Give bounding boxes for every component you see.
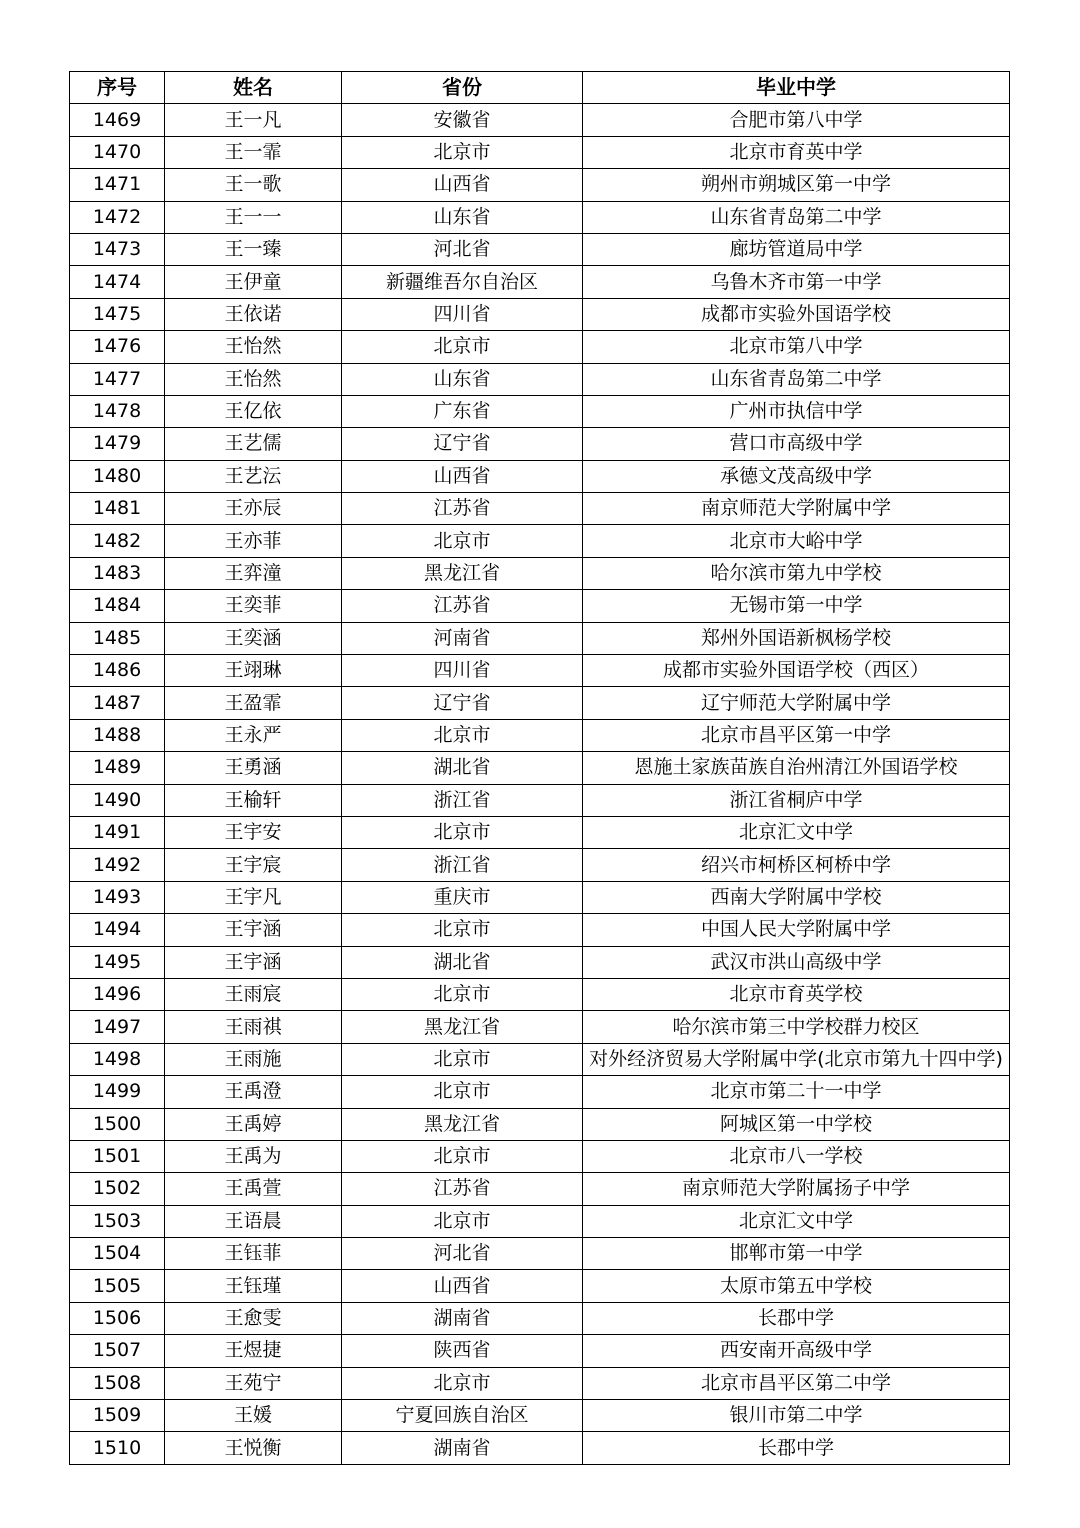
- cell-index: 1498: [70, 1043, 165, 1075]
- table-body: [70, 104, 1010, 1464]
- cell-school: 武汉市洪山高级中学: [583, 946, 1010, 978]
- cell-name: 王依诺: [165, 298, 342, 330]
- cell-index: 1485: [70, 622, 165, 654]
- cell-name: 王艺沄: [165, 460, 342, 492]
- cell-index: 1479: [70, 428, 165, 460]
- table-row: [70, 525, 1010, 557]
- cell-province: 江苏省: [342, 590, 583, 622]
- cell-name: 王一凡: [165, 104, 342, 136]
- table-row: [70, 201, 1010, 233]
- table-row: [70, 719, 1010, 751]
- cell-name: 王宇涵: [165, 914, 342, 946]
- cell-name: 王奕菲: [165, 590, 342, 622]
- header-school: 毕业中学: [583, 72, 1010, 104]
- cell-name: 王勇涵: [165, 752, 342, 784]
- cell-index: 1502: [70, 1173, 165, 1205]
- cell-name: 王弈潼: [165, 557, 342, 589]
- cell-name: 王怡然: [165, 331, 342, 363]
- cell-province: 广东省: [342, 395, 583, 427]
- cell-school: 北京市育英中学: [583, 136, 1010, 168]
- cell-index: 1500: [70, 1108, 165, 1140]
- table-row: [70, 1043, 1010, 1075]
- cell-province: 浙江省: [342, 784, 583, 816]
- table-row: [70, 104, 1010, 136]
- cell-index: 1503: [70, 1205, 165, 1237]
- cell-index: 1491: [70, 816, 165, 848]
- cell-school: 北京市昌平区第二中学: [583, 1367, 1010, 1399]
- cell-school: 西南大学附属中学校: [583, 881, 1010, 913]
- cell-school: 浙江省桐庐中学: [583, 784, 1010, 816]
- cell-name: 王永严: [165, 719, 342, 751]
- cell-name: 王榆轩: [165, 784, 342, 816]
- cell-name: 王一臻: [165, 233, 342, 265]
- cell-name: 王亿依: [165, 395, 342, 427]
- table-row: [70, 1173, 1010, 1205]
- table-row: [70, 881, 1010, 913]
- cell-index: 1478: [70, 395, 165, 427]
- cell-province: 湖北省: [342, 946, 583, 978]
- cell-index: 1507: [70, 1335, 165, 1367]
- cell-name: 王亦辰: [165, 493, 342, 525]
- cell-name: 王宇涵: [165, 946, 342, 978]
- cell-province: 山西省: [342, 169, 583, 201]
- table-row: [70, 622, 1010, 654]
- table-row: [70, 590, 1010, 622]
- cell-school: 成都市实验外国语学校（西区）: [583, 655, 1010, 687]
- cell-school: 中国人民大学附属中学: [583, 914, 1010, 946]
- table-row: [70, 655, 1010, 687]
- header-name: 姓名: [165, 72, 342, 104]
- cell-school: 郑州外国语新枫杨学校: [583, 622, 1010, 654]
- cell-name: 王艺儒: [165, 428, 342, 460]
- cell-index: 1489: [70, 752, 165, 784]
- cell-name: 王禹婷: [165, 1108, 342, 1140]
- cell-school: 无锡市第一中学: [583, 590, 1010, 622]
- cell-school: 绍兴市柯桥区柯桥中学: [583, 849, 1010, 881]
- table-row: [70, 1335, 1010, 1367]
- cell-province: 浙江省: [342, 849, 583, 881]
- cell-province: 河北省: [342, 1238, 583, 1270]
- header-row: [70, 72, 1010, 104]
- student-table: [69, 71, 1010, 1465]
- cell-province: 北京市: [342, 525, 583, 557]
- cell-province: 山东省: [342, 201, 583, 233]
- cell-index: 1488: [70, 719, 165, 751]
- table-row: [70, 1302, 1010, 1334]
- cell-name: 王伊童: [165, 266, 342, 298]
- table-row: [70, 169, 1010, 201]
- cell-name: 王禹为: [165, 1140, 342, 1172]
- cell-province: 江苏省: [342, 1173, 583, 1205]
- cell-province: 北京市: [342, 136, 583, 168]
- cell-school: 哈尔滨市第三中学校群力校区: [583, 1011, 1010, 1043]
- cell-school: 西安南开高级中学: [583, 1335, 1010, 1367]
- cell-school: 朔州市朔城区第一中学: [583, 169, 1010, 201]
- cell-province: 河南省: [342, 622, 583, 654]
- cell-school: 南京师范大学附属扬子中学: [583, 1173, 1010, 1205]
- cell-index: 1486: [70, 655, 165, 687]
- cell-name: 王钰菲: [165, 1238, 342, 1270]
- cell-index: 1482: [70, 525, 165, 557]
- cell-school: 长郡中学: [583, 1302, 1010, 1334]
- cell-school: 辽宁师范大学附属中学: [583, 687, 1010, 719]
- cell-province: 辽宁省: [342, 687, 583, 719]
- table-row: [70, 784, 1010, 816]
- cell-school: 北京市八一学校: [583, 1140, 1010, 1172]
- cell-index: 1483: [70, 557, 165, 589]
- table-row: [70, 1238, 1010, 1270]
- cell-index: 1470: [70, 136, 165, 168]
- cell-index: 1505: [70, 1270, 165, 1302]
- cell-name: 王盈霏: [165, 687, 342, 719]
- cell-province: 宁夏回族自治区: [342, 1400, 583, 1432]
- cell-name: 王宇安: [165, 816, 342, 848]
- cell-school: 邯郸市第一中学: [583, 1238, 1010, 1270]
- cell-index: 1481: [70, 493, 165, 525]
- cell-name: 王翊琳: [165, 655, 342, 687]
- cell-province: 重庆市: [342, 881, 583, 913]
- cell-name: 王雨宸: [165, 978, 342, 1010]
- table-row: [70, 1076, 1010, 1108]
- header-province: 省份: [342, 72, 583, 104]
- cell-school: 合肥市第八中学: [583, 104, 1010, 136]
- table-row: [70, 752, 1010, 784]
- cell-index: 1506: [70, 1302, 165, 1334]
- cell-index: 1508: [70, 1367, 165, 1399]
- cell-school: 北京市育英学校: [583, 978, 1010, 1010]
- cell-province: 辽宁省: [342, 428, 583, 460]
- cell-province: 湖北省: [342, 752, 583, 784]
- table-row: [70, 460, 1010, 492]
- cell-school: 广州市执信中学: [583, 395, 1010, 427]
- cell-province: 新疆维吾尔自治区: [342, 266, 583, 298]
- cell-index: 1473: [70, 233, 165, 265]
- cell-name: 王禹萱: [165, 1173, 342, 1205]
- cell-school: 北京市第八中学: [583, 331, 1010, 363]
- cell-school: 承德文茂高级中学: [583, 460, 1010, 492]
- cell-province: 陕西省: [342, 1335, 583, 1367]
- cell-index: 1499: [70, 1076, 165, 1108]
- cell-province: 山西省: [342, 460, 583, 492]
- cell-province: 北京市: [342, 1043, 583, 1075]
- cell-province: 安徽省: [342, 104, 583, 136]
- cell-index: 1472: [70, 201, 165, 233]
- table-row: [70, 493, 1010, 525]
- cell-school: 太原市第五中学校: [583, 1270, 1010, 1302]
- cell-province: 湖南省: [342, 1432, 583, 1464]
- table-row: [70, 1205, 1010, 1237]
- cell-name: 王煜捷: [165, 1335, 342, 1367]
- cell-index: 1504: [70, 1238, 165, 1270]
- cell-province: 山东省: [342, 363, 583, 395]
- cell-name: 王宇宸: [165, 849, 342, 881]
- cell-index: 1493: [70, 881, 165, 913]
- cell-school: 长郡中学: [583, 1432, 1010, 1464]
- table-row: [70, 1400, 1010, 1432]
- cell-province: 北京市: [342, 1140, 583, 1172]
- cell-province: 黑龙江省: [342, 557, 583, 589]
- cell-name: 王一歌: [165, 169, 342, 201]
- cell-province: 北京市: [342, 978, 583, 1010]
- cell-index: 1471: [70, 169, 165, 201]
- table-row: [70, 1432, 1010, 1464]
- cell-school: 山东省青岛第二中学: [583, 201, 1010, 233]
- cell-school: 南京师范大学附属中学: [583, 493, 1010, 525]
- cell-school: 银川市第二中学: [583, 1400, 1010, 1432]
- roster-sheet: [69, 71, 1009, 1465]
- cell-name: 王禹澄: [165, 1076, 342, 1108]
- cell-province: 江苏省: [342, 493, 583, 525]
- cell-name: 王愈雯: [165, 1302, 342, 1334]
- cell-name: 王钰瑾: [165, 1270, 342, 1302]
- cell-index: 1476: [70, 331, 165, 363]
- cell-index: 1509: [70, 1400, 165, 1432]
- cell-name: 王媛: [165, 1400, 342, 1432]
- table-row: [70, 331, 1010, 363]
- cell-school: 成都市实验外国语学校: [583, 298, 1010, 330]
- cell-index: 1492: [70, 849, 165, 881]
- cell-index: 1475: [70, 298, 165, 330]
- table-row: [70, 1140, 1010, 1172]
- cell-index: 1496: [70, 978, 165, 1010]
- cell-province: 黑龙江省: [342, 1011, 583, 1043]
- cell-name: 王悦衡: [165, 1432, 342, 1464]
- cell-school: 乌鲁木齐市第一中学: [583, 266, 1010, 298]
- table-row: [70, 1011, 1010, 1043]
- table-row: [70, 266, 1010, 298]
- cell-index: 1510: [70, 1432, 165, 1464]
- cell-name: 王宇凡: [165, 881, 342, 913]
- table-row: [70, 946, 1010, 978]
- cell-name: 王雨施: [165, 1043, 342, 1075]
- table-row: [70, 816, 1010, 848]
- cell-province: 北京市: [342, 914, 583, 946]
- cell-school: 北京市昌平区第一中学: [583, 719, 1010, 751]
- table-row: [70, 395, 1010, 427]
- cell-province: 河北省: [342, 233, 583, 265]
- cell-school: 营口市高级中学: [583, 428, 1010, 460]
- table-row: [70, 978, 1010, 1010]
- table-row: [70, 136, 1010, 168]
- cell-index: 1480: [70, 460, 165, 492]
- cell-school: 廊坊管道局中学: [583, 233, 1010, 265]
- cell-province: 北京市: [342, 1076, 583, 1108]
- table-row: [70, 298, 1010, 330]
- cell-school: 恩施土家族苗族自治州清江外国语学校: [583, 752, 1010, 784]
- table-row: [70, 233, 1010, 265]
- cell-school: 哈尔滨市第九中学校: [583, 557, 1010, 589]
- table-row: [70, 849, 1010, 881]
- table-row: [70, 914, 1010, 946]
- table-row: [70, 1270, 1010, 1302]
- table-row: [70, 363, 1010, 395]
- cell-school: 北京市大峪中学: [583, 525, 1010, 557]
- cell-province: 黑龙江省: [342, 1108, 583, 1140]
- table-row: [70, 557, 1010, 589]
- cell-index: 1484: [70, 590, 165, 622]
- cell-school: 阿城区第一中学校: [583, 1108, 1010, 1140]
- cell-province: 湖南省: [342, 1302, 583, 1334]
- cell-name: 王怡然: [165, 363, 342, 395]
- cell-index: 1490: [70, 784, 165, 816]
- cell-index: 1501: [70, 1140, 165, 1172]
- cell-school: 对外经济贸易大学附属中学(北京市第九十四中学): [583, 1043, 1010, 1075]
- cell-index: 1497: [70, 1011, 165, 1043]
- cell-school: 北京市第二十一中学: [583, 1076, 1010, 1108]
- cell-name: 王语晨: [165, 1205, 342, 1237]
- cell-province: 四川省: [342, 298, 583, 330]
- cell-school: 北京汇文中学: [583, 816, 1010, 848]
- cell-index: 1474: [70, 266, 165, 298]
- cell-province: 四川省: [342, 655, 583, 687]
- cell-name: 王苑宁: [165, 1367, 342, 1399]
- cell-name: 王奕涵: [165, 622, 342, 654]
- cell-province: 北京市: [342, 1205, 583, 1237]
- cell-index: 1494: [70, 914, 165, 946]
- cell-name: 王一霏: [165, 136, 342, 168]
- cell-name: 王一一: [165, 201, 342, 233]
- table-row: [70, 428, 1010, 460]
- table-row: [70, 687, 1010, 719]
- table-row: [70, 1108, 1010, 1140]
- cell-name: 王雨祺: [165, 1011, 342, 1043]
- cell-school: 山东省青岛第二中学: [583, 363, 1010, 395]
- cell-province: 北京市: [342, 331, 583, 363]
- cell-province: 北京市: [342, 816, 583, 848]
- cell-index: 1487: [70, 687, 165, 719]
- cell-name: 王亦菲: [165, 525, 342, 557]
- cell-school: 北京汇文中学: [583, 1205, 1010, 1237]
- table-row: [70, 1367, 1010, 1399]
- cell-province: 北京市: [342, 719, 583, 751]
- cell-index: 1495: [70, 946, 165, 978]
- cell-index: 1469: [70, 104, 165, 136]
- header-index: 序号: [70, 72, 165, 104]
- cell-province: 山西省: [342, 1270, 583, 1302]
- cell-index: 1477: [70, 363, 165, 395]
- cell-province: 北京市: [342, 1367, 583, 1399]
